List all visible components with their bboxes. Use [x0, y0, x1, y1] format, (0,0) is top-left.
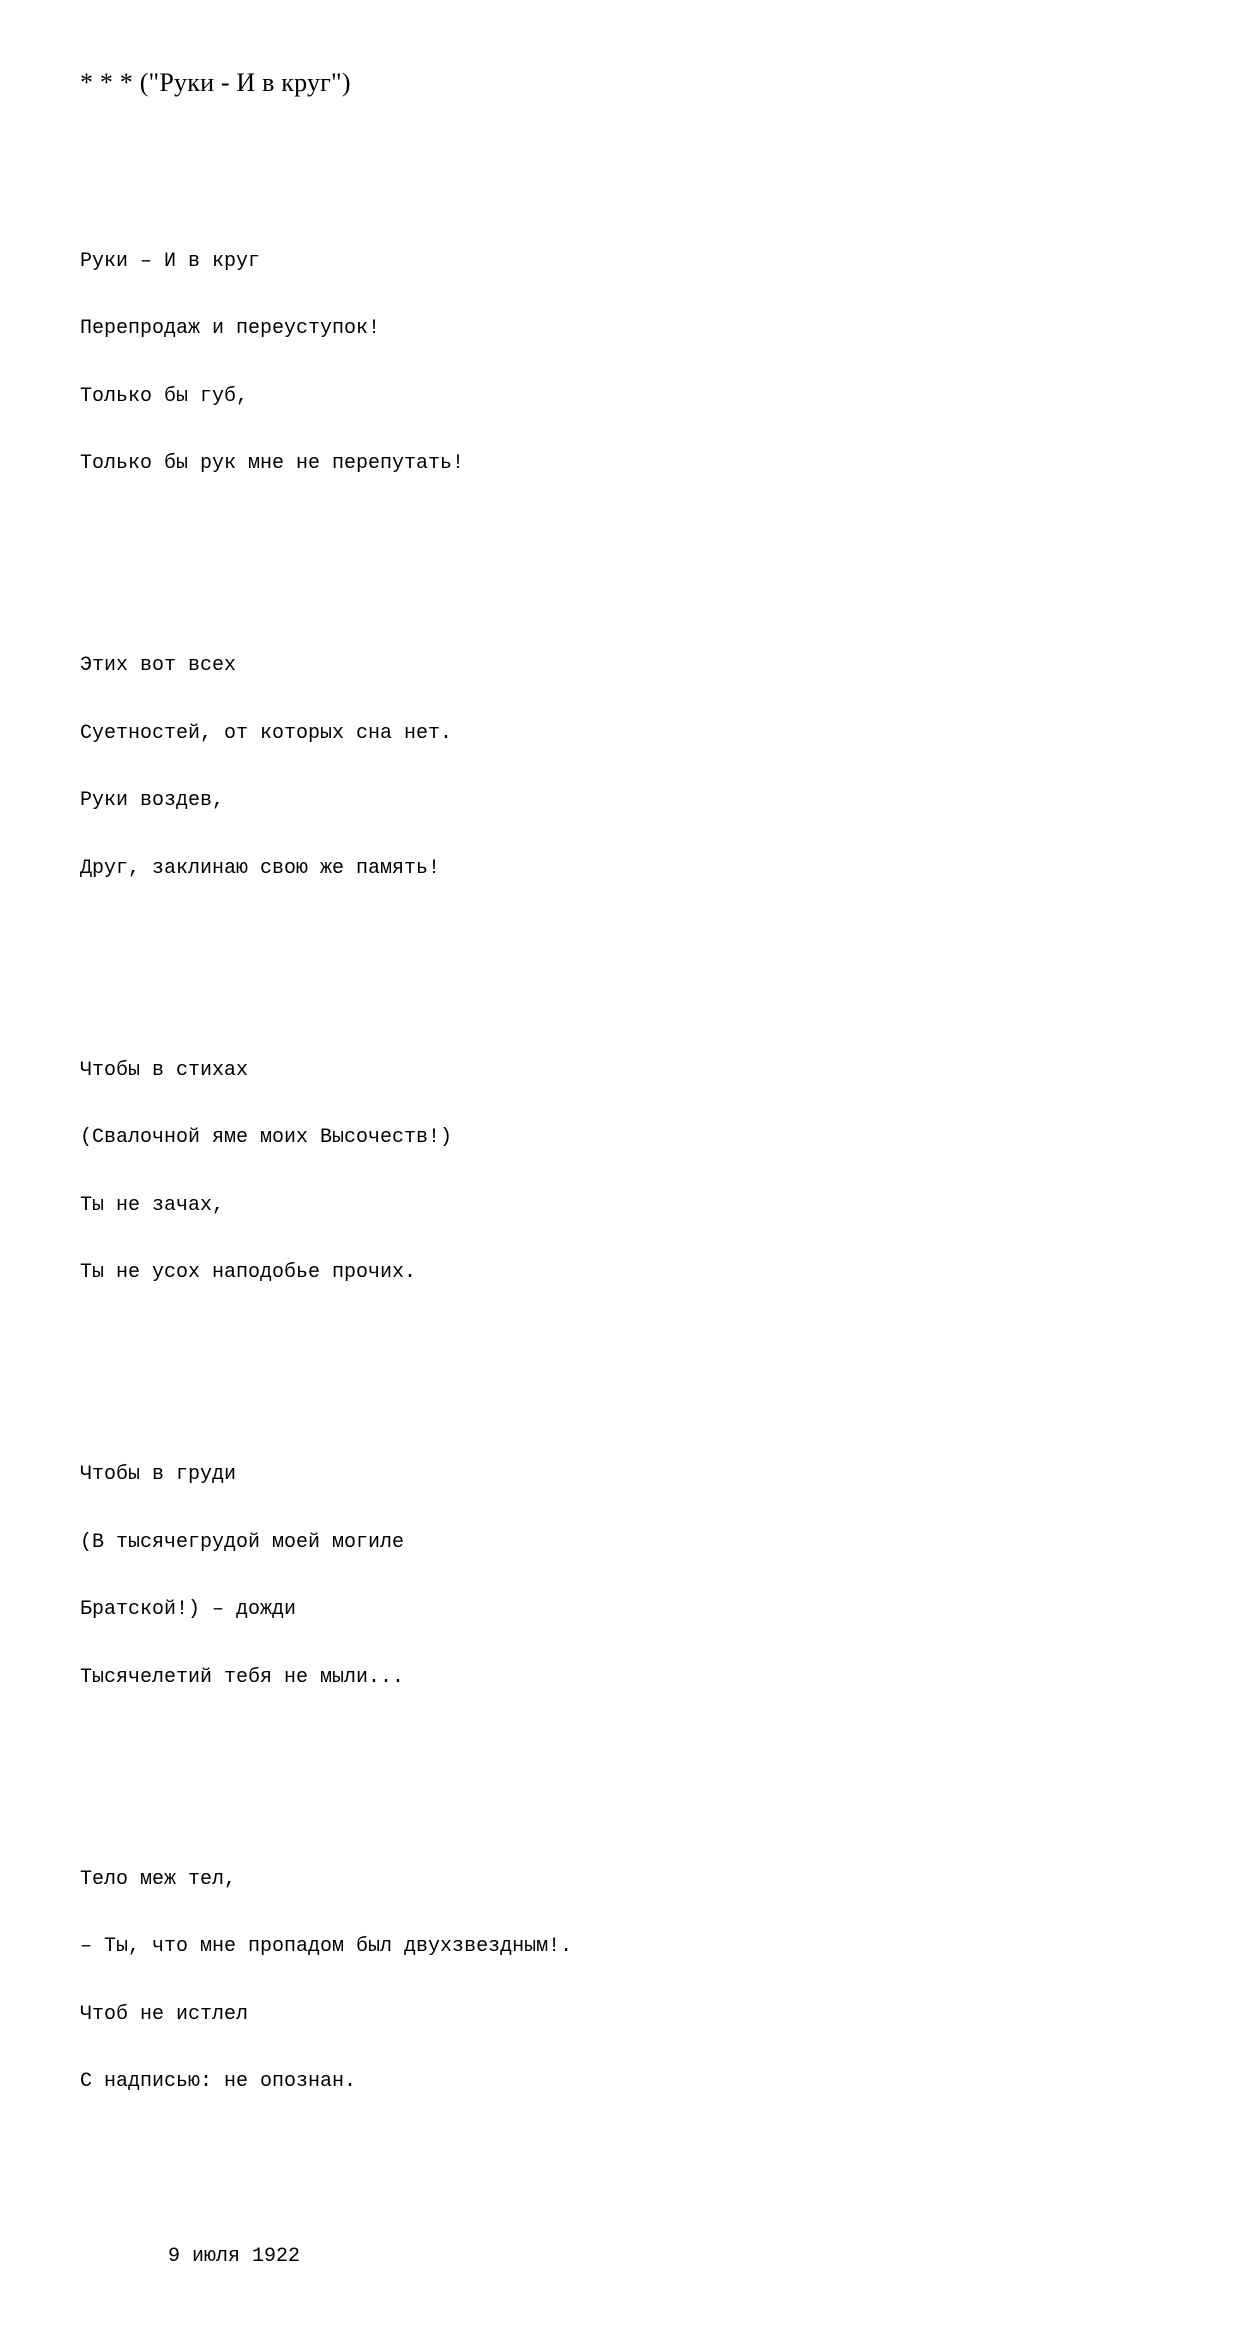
poem-line: (В тысячегрудой моей могиле: [80, 1530, 405, 1554]
poem-line: Ты не усох наподобье прочих.: [80, 1261, 417, 1284]
stanza: [80, 206, 1162, 521]
poem-line: Братской!) – дожди: [80, 1598, 297, 1621]
poem-line: Тело меж тел,: [80, 1867, 237, 1891]
poem-line: Руки – И в круг: [80, 249, 261, 273]
stanza: [80, 1419, 1162, 1734]
poem-line: (Свалочной яме моих Высочеств!): [80, 1126, 453, 1149]
poem-line: Суетностей, от которых сна нет.: [80, 721, 453, 745]
poem-line: Перепродаж и переуступок!: [80, 317, 381, 340]
poem-line: Этих вот всех: [80, 654, 237, 677]
poem-line: Чтоб не истлел: [80, 2002, 249, 2026]
poem-line: Только бы губ,: [80, 384, 249, 408]
stanza: [80, 610, 1162, 925]
poem-line: – Ты, что мне пропадом был двухзвездным!.: [80, 1935, 573, 1958]
poem-line: С надписью: не опознан.: [80, 2070, 357, 2093]
poem-date: 9 июля 1922: [168, 2245, 301, 2268]
poem-line: Чтобы в стихах: [80, 1058, 249, 1082]
stanza: [80, 1015, 1162, 1330]
poem-line: Руки воздев,: [80, 789, 225, 812]
poem-line: Чтобы в груди: [80, 1463, 237, 1486]
poem-body: [80, 138, 1162, 2336]
poem-line: Только бы рук мне не перепутать!: [80, 452, 465, 475]
poem-line: Тысячелетий тебя не мыли...: [80, 1665, 405, 1689]
poem-line: Друг, заклинаю свою же память!: [80, 856, 441, 880]
stanza: [80, 1824, 1162, 2139]
page-title: * * * ("Руки - И в круг"): [80, 68, 351, 97]
poem-line: Ты не зачах,: [80, 1193, 225, 1217]
